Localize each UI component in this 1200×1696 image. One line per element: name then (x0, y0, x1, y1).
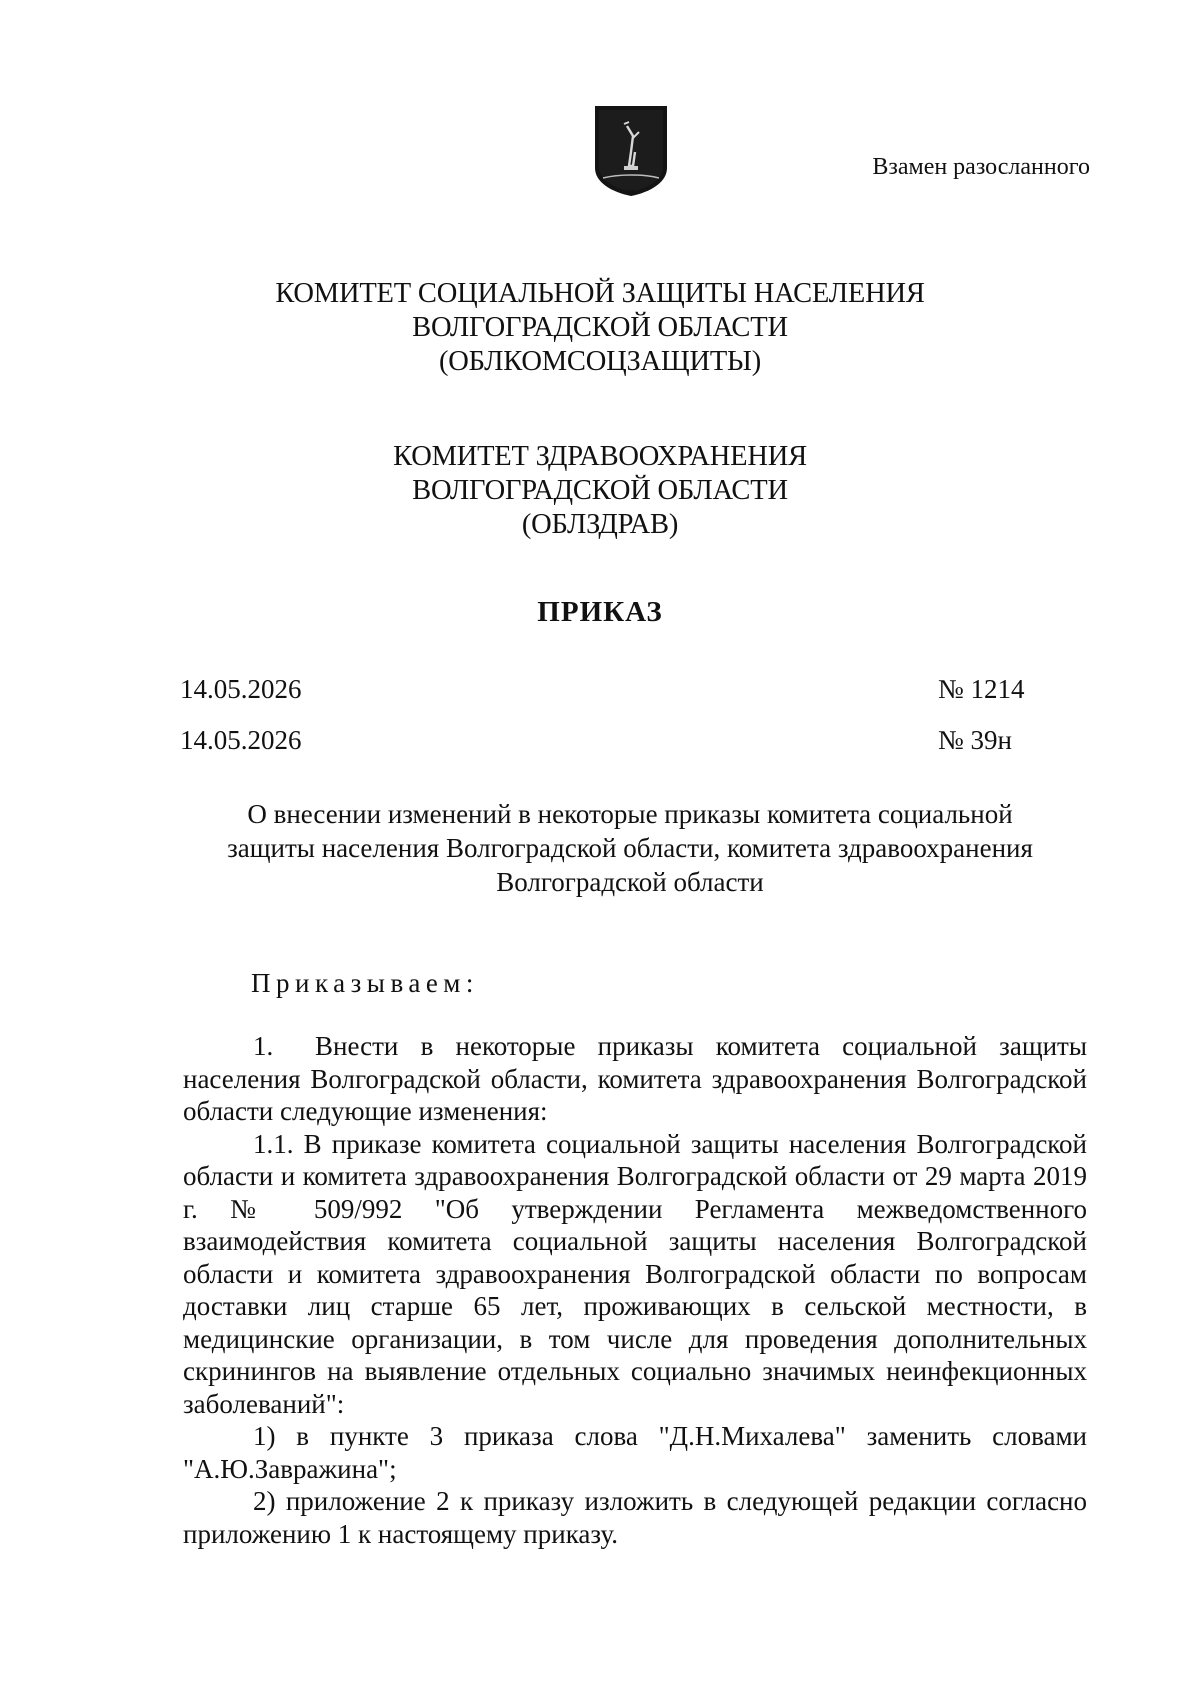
coat-of-arms-icon (593, 102, 669, 198)
order-number: № 1214 (938, 674, 1025, 704)
organization-name-line: ВОЛГОГРАДСКОЙ ОБЛАСТИ (412, 475, 788, 506)
organization-social-protection (0, 277, 1200, 379)
subject-line: защиты населения Волгоградской области, комитета здравоохранения (227, 833, 1033, 863)
order-date: 14.05.2026 (180, 725, 302, 755)
organization-name-line: ВОЛГОГРАДСКОЙ ОБЛАСТИ (412, 312, 788, 343)
subject-line: Волгоградской области (496, 867, 764, 897)
organization-name-line: КОМИТЕТ ЗДРАВООХРАНЕНИЯ (393, 441, 807, 472)
subject-line: О внесении изменений в некоторые приказы комитета социальной (247, 799, 1013, 829)
organization-name-line: (ОБЛЗДРАВ) (521, 509, 679, 540)
document-type-title: ПРИКАЗ (537, 596, 663, 628)
order-date: 14.05.2026 (180, 674, 302, 704)
paragraph-1-text: Внести в некоторые приказы комитета социальной защиты населения Волгоградской области, комитета здравоохранения Волгоградской области следующие изменения: (183, 1031, 1087, 1126)
order-number: № 39н (938, 725, 1012, 755)
registration-row (180, 723, 1040, 757)
organization-name-line: (ОБЛКОМСОЦЗАЩИТЫ) (439, 346, 761, 377)
organization-health (0, 440, 1200, 542)
registration-row (180, 672, 1040, 706)
organization-name-line: КОМИТЕТ СОЦИАЛЬНОЙ ЗАЩИТЫ НАСЕЛЕНИЯ (275, 278, 925, 309)
list-item-1: 1) в пункте 3 приказа слова "Д.Н.Михалева" заменить словами "А.Ю.Завражина"; (183, 1421, 1087, 1484)
order-body (183, 1030, 1087, 1550)
order-directive: Приказываем: (251, 968, 479, 998)
paragraph-1-1: 1.1. В приказе комитета социальной защиты населения Волгоградской области и комитета здравоохранения Волгоградской области от 29 марта 2019 г. № 509/992 "Об утверждении Регламента межведомственного взаимодействия комитета социальной защиты населения Волгоградской области и комитета здравоохранения Волгоградской области по вопросам доставки лиц старше 65 лет, проживающих в сельской местности, в медицинские организации, в том числе для проведения дополнительных скринингов на выявление отдельных социально значимых неинфекционных заболеваний": (183, 1128, 1087, 1419)
order-subject (190, 797, 1070, 899)
paragraph-1 (183, 1030, 1087, 1128)
list-item-2: 2) приложение 2 к приказу изложить в следующей редакции согласно приложению 1 к настоящему приказу. (183, 1486, 1087, 1549)
paragraph-number: 1. (253, 1031, 274, 1061)
replacement-note: Взамен разосланного (872, 154, 1090, 180)
